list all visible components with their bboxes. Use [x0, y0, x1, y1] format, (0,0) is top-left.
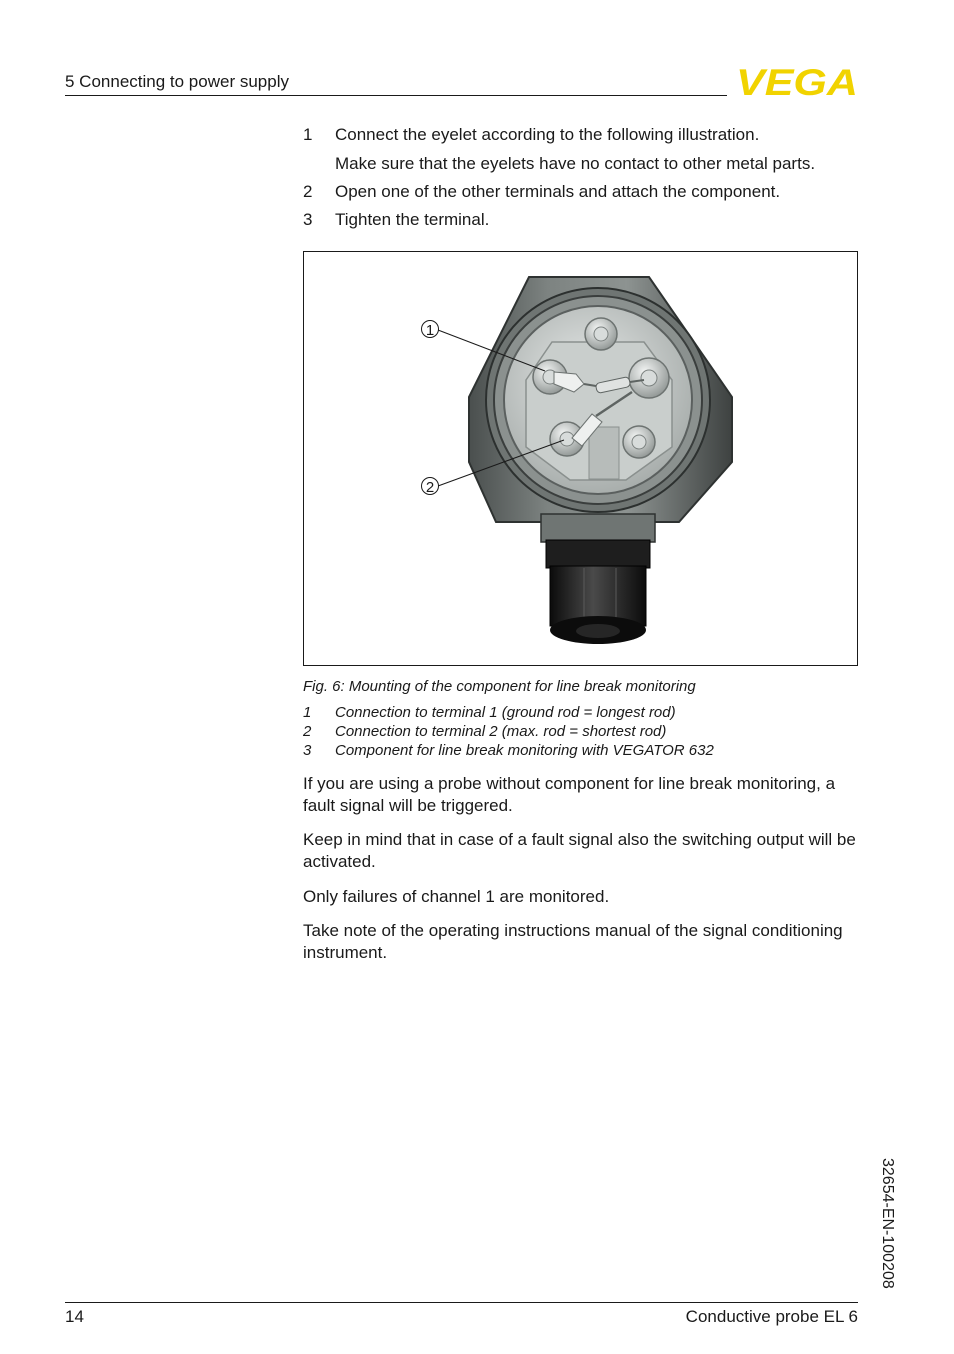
step-number: 1 — [303, 125, 313, 144]
step-text: Tighten the terminal. — [335, 210, 490, 229]
step-1-note — [303, 154, 815, 174]
legend-item-2 — [303, 723, 666, 740]
section-title: 5 Connecting to power supply — [65, 72, 289, 91]
paragraph-fault-signal: If you are using a probe without component for line break monitoring, a fault signal will be triggered. — [303, 774, 836, 815]
footer-rule — [65, 1302, 858, 1303]
paragraph-operating-instructions: Take note of the operating instructions manual of the signal conditioning instrument. — [303, 921, 843, 962]
figure-caption: Fig. 6: Mounting of the component for line break monitoring — [303, 678, 696, 695]
vega-logo — [735, 64, 859, 98]
logo-text: VEGA — [736, 64, 858, 98]
step-text: Connect the eyelet according to the following illustration. — [335, 125, 760, 144]
page-number: 14 — [65, 1307, 84, 1326]
step-1 — [303, 125, 759, 145]
header-rule — [65, 95, 727, 96]
step-2 — [303, 182, 780, 202]
document-title: Conductive probe EL 6 — [685, 1307, 858, 1326]
terminal-housing-illustration — [304, 252, 857, 665]
legend-text: Connection to terminal 2 (max. rod = shortest rod) — [335, 723, 667, 740]
paragraph-channel-1: Only failures of channel 1 are monitored. — [303, 887, 610, 906]
legend-number: 1 — [303, 704, 312, 721]
callout-1-label: 1 — [425, 322, 435, 339]
step-text: Make sure that the eyelets have no contact to other metal parts. — [335, 154, 816, 173]
document-code: 32654-EN-100208 — [879, 1158, 896, 1289]
legend-item-1 — [303, 704, 676, 721]
step-number: 2 — [303, 182, 313, 201]
step-3 — [303, 210, 489, 230]
step-number: 3 — [303, 210, 313, 229]
legend-item-3 — [303, 742, 714, 759]
callout-2-label: 2 — [425, 479, 435, 496]
legend-text: Connection to terminal 1 (ground rod = longest rod) — [335, 704, 676, 721]
legend-text: Component for line break monitoring with VEGATOR 632 — [335, 742, 714, 759]
step-text: Open one of the other terminals and attach the component. — [335, 182, 781, 201]
paragraph-switching-output: Keep in mind that in case of a fault signal also the switching output will be activated. — [303, 830, 856, 871]
legend-number: 2 — [303, 723, 312, 740]
cable-gland — [541, 514, 655, 644]
legend-number: 3 — [303, 742, 312, 759]
figure-frame — [303, 251, 858, 666]
